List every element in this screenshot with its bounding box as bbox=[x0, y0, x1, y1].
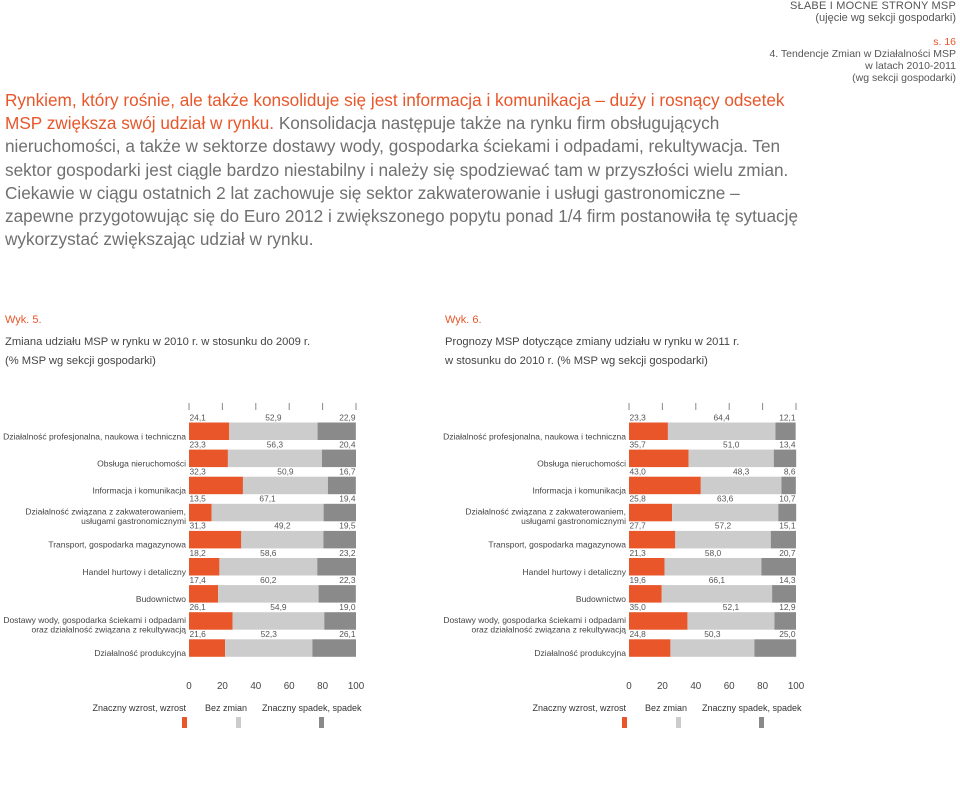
section-title: SŁABE I MOCNE STRONY MSP bbox=[790, 0, 956, 12]
bar-increase bbox=[629, 585, 662, 603]
bar-decrease bbox=[317, 558, 356, 576]
bar-increase bbox=[189, 612, 233, 630]
bar-increase bbox=[189, 585, 218, 603]
bar-decrease bbox=[771, 531, 796, 549]
data-label: 12,1 bbox=[779, 412, 796, 423]
bar-increase bbox=[629, 450, 689, 468]
bar-increase bbox=[189, 558, 219, 576]
data-label: 48,3 bbox=[732, 466, 750, 477]
bar-no-change bbox=[672, 504, 778, 522]
data-label: 54,9 bbox=[270, 602, 287, 612]
data-label: 57,2 bbox=[714, 520, 732, 531]
category-label: Działalność produkcyjna bbox=[94, 648, 186, 659]
data-label: 26,1 bbox=[189, 602, 206, 612]
x-tick-label: 60 bbox=[723, 681, 735, 692]
data-label: 50,9 bbox=[277, 466, 294, 477]
bar-increase bbox=[189, 639, 225, 657]
bar-decrease bbox=[319, 585, 356, 603]
data-label: 14,3 bbox=[779, 574, 796, 585]
bar-increase bbox=[629, 504, 672, 522]
data-label: 15,1 bbox=[779, 520, 796, 531]
chart1-subtitle: (% MSP wg sekcji gospodarki) bbox=[5, 355, 156, 367]
chapter-years: w latach 2010-2011 bbox=[865, 60, 956, 72]
data-label: 25,8 bbox=[629, 493, 646, 504]
bar-decrease bbox=[323, 531, 356, 549]
section-subtitle: (ujęcie wg sekcji gospodarki) bbox=[815, 12, 956, 24]
data-label: 10,7 bbox=[779, 493, 796, 504]
category-label: Handel hurtowy i detaliczny bbox=[82, 566, 186, 577]
data-label: 19,0 bbox=[339, 602, 356, 612]
data-label: 13,5 bbox=[189, 493, 206, 504]
data-label: 58,6 bbox=[260, 547, 277, 558]
data-label: 51,0 bbox=[723, 439, 740, 450]
chart2-number: Wyk. 6. bbox=[445, 314, 482, 326]
data-label: 24,8 bbox=[629, 629, 646, 640]
bar-decrease bbox=[312, 639, 356, 657]
data-label: 66,1 bbox=[708, 574, 726, 585]
legend-swatch bbox=[676, 717, 681, 728]
bar-increase bbox=[629, 423, 668, 441]
data-label: 60,2 bbox=[260, 574, 277, 585]
data-label: 25,0 bbox=[779, 629, 796, 640]
chart2-subtitle: w stosunku do 2010 r. (% MSP wg sekcji gospodarki) bbox=[445, 355, 708, 367]
data-label: 35,0 bbox=[629, 602, 646, 612]
data-label: 19,6 bbox=[629, 574, 646, 585]
data-label: 43,0 bbox=[629, 466, 646, 477]
legend-swatch bbox=[319, 717, 324, 728]
data-label: 35,7 bbox=[629, 439, 646, 450]
data-label: 67,1 bbox=[259, 493, 276, 504]
category-label: Dostawy wody, gospodarka ściekami i odpadami bbox=[3, 614, 186, 625]
category-label: Działalność związana z zakwaterowaniem, bbox=[465, 506, 626, 517]
data-label: 50,3 bbox=[704, 629, 721, 640]
data-label: 63,6 bbox=[717, 493, 734, 504]
x-tick-label: 80 bbox=[317, 681, 329, 692]
category-label: Działalność profesjonalna, naukowa i techniczna bbox=[443, 431, 626, 442]
bar-increase bbox=[189, 504, 212, 522]
chart1-number: Wyk. 5. bbox=[5, 314, 42, 326]
category-label: usługami gastronomicznymi bbox=[521, 516, 626, 526]
data-label: 32,3 bbox=[189, 466, 206, 477]
intro-body: Konsolidacja następuje także na rynku firm obsługujących nieruchomości, a także w sektorze dostawy wody, gospodarka ściekami i odpadami, rekultywacja. Ten sektor gospodarki jest ciągle bardzo niestabilny i należy się spodziewać tam w przyszłości wielu zmian. Ciekawie w ciągu ostatnich 2 lat zachowuje się sektor zakwaterowanie i usługi gastronomiczne – zapewne przygotowując się do Euro 2012 i zwiększonego popytu ponad 1/4 firm postanowiła tę sytuację wykorzystać zwiększając udział w rynku. bbox=[5, 113, 799, 250]
legend-label: Znaczny spadek, spadek bbox=[702, 703, 802, 713]
chart-market-share-forecast-2011 bbox=[440, 398, 860, 728]
bar-no-change bbox=[689, 450, 774, 468]
data-label: 52,1 bbox=[722, 602, 740, 612]
data-label: 64,4 bbox=[713, 412, 730, 423]
bar-no-change bbox=[662, 585, 772, 603]
bar-no-change bbox=[701, 477, 782, 495]
category-label: oraz działalność związana z rekultywacją bbox=[31, 624, 186, 635]
bar-decrease bbox=[318, 423, 356, 441]
category-label: Obsługa nieruchomości bbox=[97, 458, 186, 469]
data-label: 23,3 bbox=[189, 439, 206, 450]
bar-increase bbox=[629, 477, 701, 495]
bar-decrease bbox=[778, 504, 796, 522]
x-tick-label: 80 bbox=[757, 681, 769, 692]
x-tick-label: 40 bbox=[250, 681, 262, 692]
data-label: 8,6 bbox=[783, 466, 796, 477]
category-label: Informacja i komunikacja bbox=[532, 485, 626, 496]
data-label: 20,4 bbox=[339, 439, 356, 450]
data-label: 19,4 bbox=[339, 493, 356, 504]
bar-no-change bbox=[675, 531, 771, 549]
category-label: Działalność produkcyjna bbox=[534, 648, 626, 659]
x-tick-label: 20 bbox=[216, 681, 228, 692]
bar-decrease bbox=[774, 612, 796, 630]
legend-swatch bbox=[182, 717, 187, 728]
intro-paragraph bbox=[5, 89, 805, 251]
bar-no-change bbox=[670, 639, 754, 657]
bar-no-change bbox=[243, 477, 328, 495]
legend-label: Bez zmian bbox=[205, 703, 248, 713]
legend-label: Znaczny wzrost, wzrost bbox=[532, 703, 626, 713]
category-label: Transport, gospodarka magazynowa bbox=[48, 539, 186, 550]
chart1-title: Zmiana udziału MSP w rynku w 2010 r. w stosunku do 2009 r. bbox=[5, 336, 311, 348]
legend-swatch bbox=[236, 717, 241, 728]
bar-no-change bbox=[219, 558, 317, 576]
category-label: Transport, gospodarka magazynowa bbox=[488, 539, 626, 550]
data-label: 16,7 bbox=[339, 466, 356, 477]
intro-highlight: Rynkiem, który rośnie, ale także konsoliduje się jest informacja i komunikacja – duży i rosnący odsetek MSP zwiększa swój udział w rynku. bbox=[5, 90, 785, 134]
bar-no-change bbox=[228, 450, 322, 468]
data-label: 23,2 bbox=[339, 547, 356, 558]
page-number: s. 16 bbox=[933, 36, 956, 48]
category-label: Działalność profesjonalna, naukowa i techniczna bbox=[3, 431, 186, 442]
data-label: 21,3 bbox=[629, 547, 646, 558]
bar-no-change bbox=[687, 612, 774, 630]
data-label: 26,1 bbox=[339, 629, 356, 640]
category-label: Dostawy wody, gospodarka ściekami i odpadami bbox=[443, 614, 626, 625]
bar-increase bbox=[629, 531, 675, 549]
bar-increase bbox=[189, 423, 229, 441]
category-label: Budownictwo bbox=[575, 593, 626, 604]
bar-no-change bbox=[668, 423, 776, 441]
x-tick-label: 60 bbox=[283, 681, 295, 692]
bar-decrease bbox=[322, 450, 356, 468]
category-label: Informacja i komunikacja bbox=[92, 485, 186, 496]
data-label: 52,9 bbox=[265, 412, 282, 423]
bar-decrease bbox=[324, 504, 356, 522]
data-label: 58,0 bbox=[704, 547, 722, 558]
data-label: 17,4 bbox=[189, 574, 206, 585]
data-label: 31,3 bbox=[189, 520, 206, 531]
data-label: 22,3 bbox=[339, 574, 356, 585]
legend-swatch bbox=[759, 717, 764, 728]
bar-increase bbox=[189, 450, 228, 468]
category-label: oraz działalność związana z rekultywacją bbox=[471, 624, 626, 635]
legend-label: Znaczny wzrost, wzrost bbox=[92, 703, 186, 713]
bar-decrease bbox=[754, 639, 796, 657]
legend-label: Znaczny spadek, spadek bbox=[262, 703, 362, 713]
category-label: usługami gastronomicznymi bbox=[81, 516, 186, 526]
category-label: Obsługa nieruchomości bbox=[537, 458, 626, 469]
bar-decrease bbox=[328, 477, 356, 495]
bar-decrease bbox=[781, 477, 795, 495]
bar-decrease bbox=[775, 423, 795, 441]
data-label: 49,2 bbox=[274, 520, 291, 531]
data-label: 21,6 bbox=[189, 629, 206, 640]
bar-no-change bbox=[229, 423, 317, 441]
bar-increase bbox=[629, 558, 665, 576]
chapter-title: 4. Tendencje Zmian w Działalności MSP bbox=[769, 48, 956, 60]
data-label: 24,1 bbox=[189, 412, 206, 423]
bar-increase bbox=[629, 639, 670, 657]
chart2-title: Prognozy MSP dotyczące zmiany udziału w rynku w 2011 r. bbox=[445, 336, 740, 348]
data-label: 27,7 bbox=[629, 520, 646, 531]
x-tick-label: 20 bbox=[656, 681, 668, 692]
bar-increase bbox=[629, 612, 687, 630]
category-label: Budownictwo bbox=[135, 593, 186, 604]
bar-no-change bbox=[241, 531, 323, 549]
x-tick-label: 40 bbox=[690, 681, 702, 692]
chapter-scope: (wg sekcji gospodarki) bbox=[852, 72, 956, 84]
data-label: 23,3 bbox=[629, 412, 646, 423]
category-label: Handel hurtowy i detaliczny bbox=[522, 566, 626, 577]
bar-increase bbox=[189, 531, 241, 549]
data-label: 52,3 bbox=[260, 629, 277, 640]
bar-increase bbox=[189, 477, 243, 495]
category-label: Działalność związana z zakwaterowaniem, bbox=[25, 506, 186, 517]
bar-no-change bbox=[212, 504, 324, 522]
data-label: 56,3 bbox=[266, 439, 284, 450]
bar-no-change bbox=[218, 585, 319, 603]
x-tick-label: 100 bbox=[787, 681, 805, 692]
bar-decrease bbox=[772, 585, 796, 603]
bar-decrease bbox=[324, 612, 356, 630]
data-label: 19,5 bbox=[339, 520, 356, 531]
bar-no-change bbox=[233, 612, 325, 630]
chart-market-share-change-2010 bbox=[0, 398, 440, 728]
data-label: 12,9 bbox=[779, 602, 796, 612]
bar-decrease bbox=[761, 558, 796, 576]
data-label: 22,9 bbox=[339, 412, 356, 423]
x-tick-label: 0 bbox=[186, 681, 192, 692]
legend-label: Bez zmian bbox=[645, 703, 688, 713]
bar-decrease bbox=[774, 450, 796, 468]
data-label: 13,4 bbox=[779, 439, 796, 450]
legend-swatch bbox=[622, 717, 627, 728]
x-tick-label: 0 bbox=[626, 681, 632, 692]
data-label: 18,2 bbox=[189, 547, 206, 558]
data-label: 20,7 bbox=[779, 547, 796, 558]
x-tick-label: 100 bbox=[347, 681, 365, 692]
bar-no-change bbox=[665, 558, 762, 576]
bar-no-change bbox=[225, 639, 312, 657]
